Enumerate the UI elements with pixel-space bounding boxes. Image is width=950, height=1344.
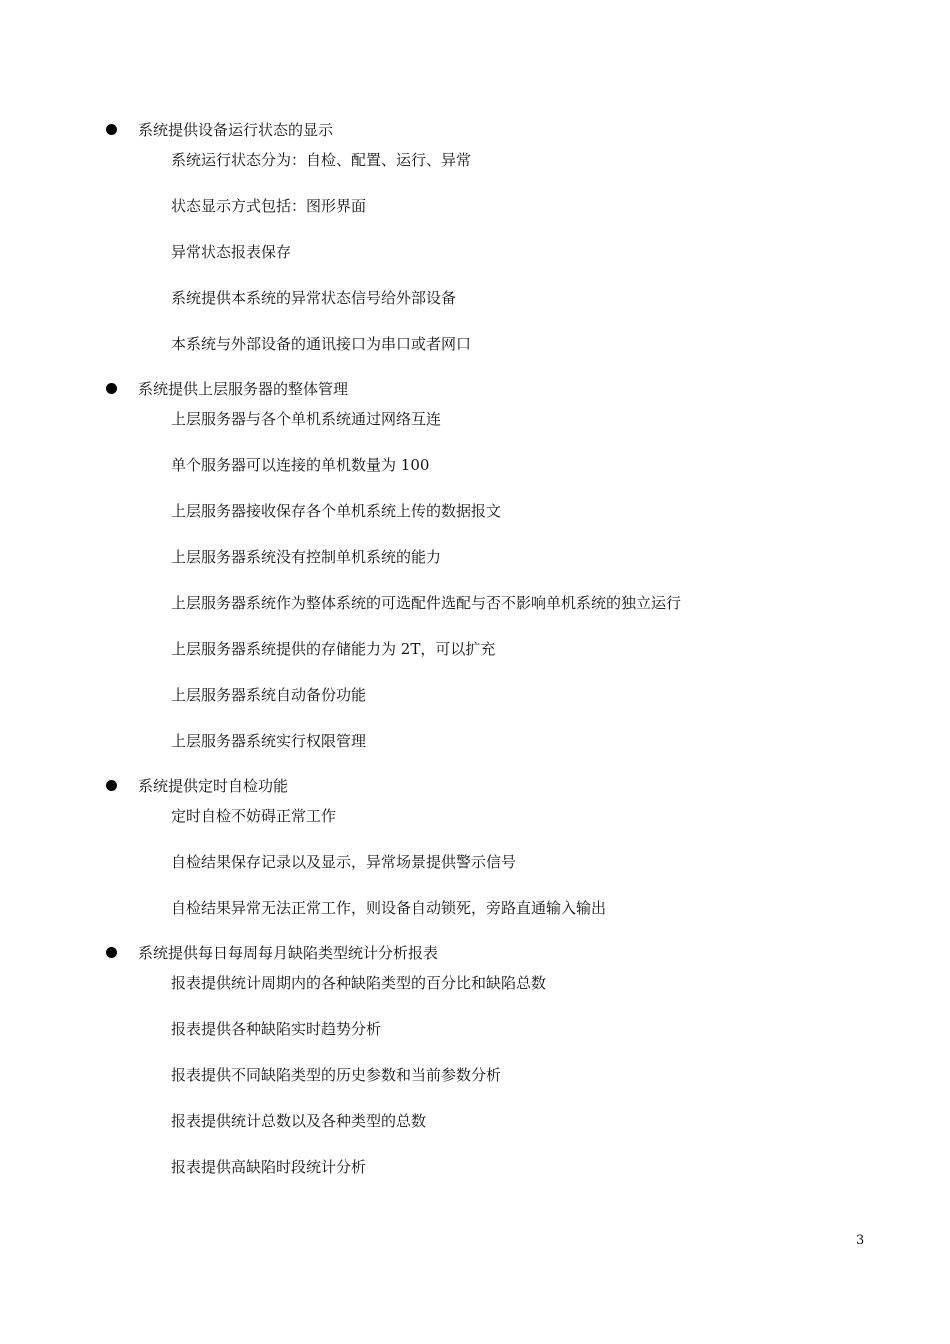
list-item: 报表提供各种缺陷实时趋势分析 (171, 1020, 382, 1038)
list-item: 单个服务器可以连接的单机数量为 100 (171, 456, 430, 474)
bullet-heading (0, 120, 950, 142)
section-self-check (0, 776, 950, 944)
section-title: 系统提供每日每周每月缺陷类型统计分析报表 (138, 944, 439, 962)
list-item: 定时自检不妨碍正常工作 (171, 807, 337, 825)
list-item: 报表提供高缺陷时段统计分析 (171, 1158, 367, 1176)
list-item: 上层服务器系统没有控制单机系统的能力 (171, 548, 442, 566)
page-number: 3 (856, 1233, 865, 1248)
section-title: 系统提供定时自检功能 (138, 777, 289, 795)
section-title: 系统提供上层服务器的整体管理 (138, 380, 349, 398)
bullet-dot-icon (106, 124, 117, 135)
section-title: 系统提供设备运行状态的显示 (138, 121, 334, 139)
list-item: 上层服务器系统自动备份功能 (171, 686, 367, 704)
bullet-dot-icon (106, 947, 117, 958)
section-device-status (0, 120, 950, 380)
bullet-heading (0, 379, 950, 401)
list-item: 上层服务器系统作为整体系统的可选配件选配与否不影响单机系统的独立运行 (171, 594, 682, 612)
list-item: 本系统与外部设备的通讯接口为串口或者网口 (171, 335, 472, 353)
list-item: 自检结果异常无法正常工作，则设备自动锁死，旁路直通输入输出 (171, 899, 607, 917)
list-item: 上层服务器接收保存各个单机系统上传的数据报文 (171, 502, 502, 520)
list-item: 报表提供不同缺陷类型的历史参数和当前参数分析 (171, 1066, 502, 1084)
list-item: 上层服务器系统提供的存储能力为 2T，可以扩充 (171, 640, 496, 658)
list-item: 上层服务器与各个单机系统通过网络互连 (171, 410, 442, 428)
list-item: 自检结果保存记录以及显示，异常场景提供警示信号 (171, 853, 517, 871)
list-item: 系统运行状态分为：自检、配置、运行、异常 (171, 151, 472, 169)
section-defect-report (0, 943, 950, 1203)
bullet-heading (0, 943, 950, 965)
bullet-heading (0, 776, 950, 798)
bullet-dot-icon (106, 780, 117, 791)
list-item: 报表提供统计总数以及各种类型的总数 (171, 1112, 427, 1130)
list-item: 上层服务器系统实行权限管理 (171, 732, 367, 750)
list-item: 状态显示方式包括：图形界面 (171, 197, 367, 215)
list-item: 系统提供本系统的异常状态信号给外部设备 (171, 289, 457, 307)
section-server-management (0, 379, 950, 777)
list-item: 报表提供统计周期内的各种缺陷类型的百分比和缺陷总数 (171, 974, 547, 992)
list-item: 异常状态报表保存 (171, 243, 292, 261)
bullet-dot-icon (106, 383, 117, 394)
